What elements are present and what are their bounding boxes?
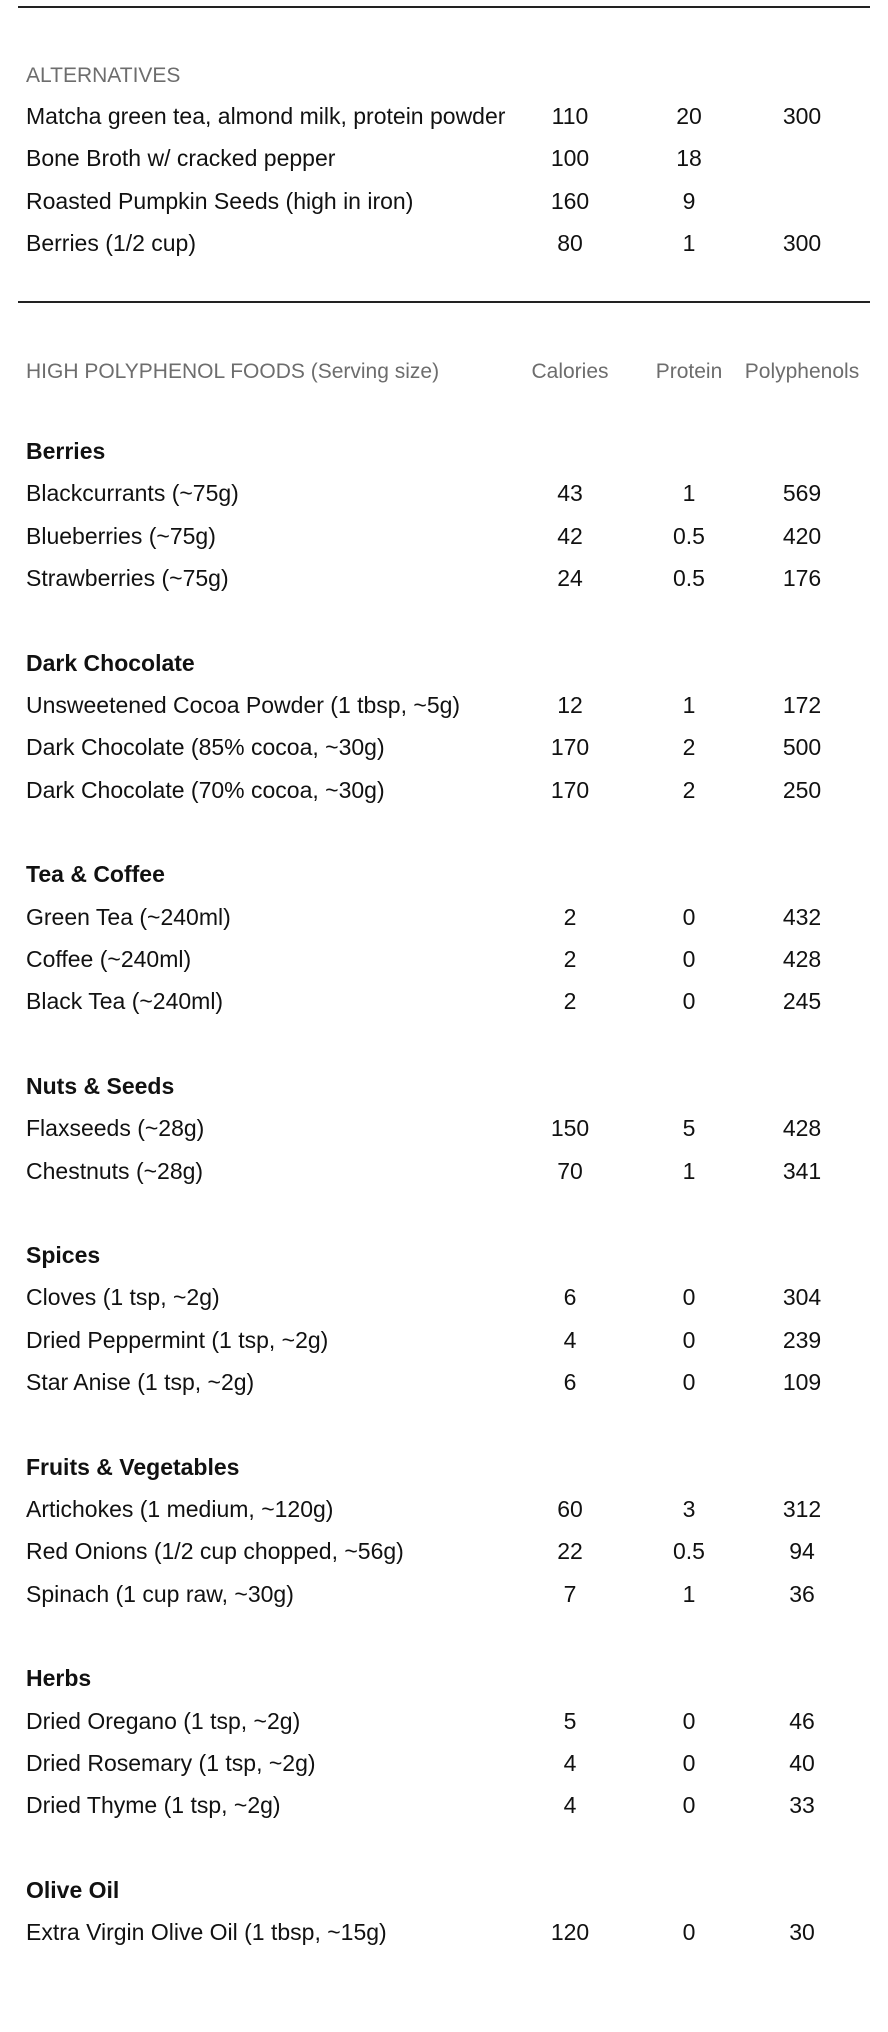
table-row <box>0 1113 888 1143</box>
calories-value: 5 <box>563 1707 577 1734</box>
food-name: Cloves (1 tsp, ~2g) <box>26 1284 220 1311</box>
group-heading: Spices <box>26 1242 101 1268</box>
food-name: Strawberries (~75g) <box>26 565 229 592</box>
protein-value: 0 <box>682 946 696 972</box>
group-heading: Dark Chocolate <box>26 649 195 676</box>
protein-value: 1 <box>682 480 696 507</box>
calories-value: 170 <box>550 776 590 803</box>
food-name: Artichokes (1 medium, ~120g) <box>26 1496 334 1522</box>
protein-value: 0 <box>682 988 696 1015</box>
polyphenols-value: 341 <box>782 1157 822 1184</box>
group-heading: Berries <box>26 438 106 464</box>
food-name: Dried Peppermint (1 tsp, ~2g) <box>26 1326 329 1353</box>
protein-value: 1 <box>682 230 696 257</box>
calories-value: 2 <box>563 903 577 930</box>
group-heading: Olive Oil <box>26 1876 120 1903</box>
group-heading-row <box>0 1071 888 1101</box>
food-name: Blueberries (~75g) <box>26 522 216 549</box>
protein-value: 18 <box>676 145 702 172</box>
food-name: Berries (1/2 cup) <box>26 230 197 257</box>
protein-value: 20 <box>676 103 702 129</box>
polyphenols-value: 304 <box>782 1284 822 1311</box>
foods-heading: HIGH POLYPHENOL FOODS (Serving size) <box>26 360 440 383</box>
protein-value: 0 <box>682 1326 696 1353</box>
food-name: Spinach (1 cup raw, ~30g) <box>26 1580 294 1607</box>
protein-value: 0.5 <box>673 565 705 592</box>
polyphenols-value: 432 <box>782 903 822 930</box>
group-heading-row <box>0 1875 888 1905</box>
table-row <box>0 1367 888 1397</box>
food-name: Dried Rosemary (1 tsp, ~2g) <box>26 1750 316 1776</box>
group-heading-row <box>0 1240 888 1270</box>
group-heading: Tea & Coffee <box>26 861 165 888</box>
calories-value: 6 <box>563 1369 577 1396</box>
protein-value: 2 <box>682 734 696 761</box>
group-heading: Nuts & Seeds <box>26 1072 175 1099</box>
table-row <box>0 1917 888 1947</box>
protein-value: 9 <box>682 187 696 214</box>
food-name: Roasted Pumpkin Seeds (high in iron) <box>26 187 414 214</box>
table-row <box>0 521 888 551</box>
polyphenols-value: 36 <box>789 1580 815 1607</box>
food-name: Black Tea (~240ml) <box>26 988 224 1015</box>
protein-value: 0.5 <box>673 1538 705 1565</box>
polyphenols-value: 428 <box>782 1115 822 1142</box>
table-row <box>0 1706 888 1736</box>
calories-value: 12 <box>557 692 583 718</box>
polyphenols-value: 500 <box>782 734 822 761</box>
table-row <box>0 775 888 805</box>
food-name: Dark Chocolate (70% cocoa, ~30g) <box>26 776 385 803</box>
table-row <box>0 944 888 974</box>
alternative-row <box>0 186 888 216</box>
calories-value: 43 <box>557 480 583 507</box>
protein-value: 1 <box>682 1157 696 1184</box>
table-row <box>0 1748 888 1778</box>
calories-value: 150 <box>550 1115 590 1142</box>
calories-value: 42 <box>557 522 583 549</box>
table-row <box>0 902 888 932</box>
polyphenols-value: 239 <box>782 1326 822 1353</box>
food-name: Coffee (~240ml) <box>26 946 192 972</box>
calories-value: 70 <box>557 1157 583 1184</box>
protein-column-header: Protein <box>655 360 723 383</box>
calories-value: 120 <box>550 1919 590 1946</box>
food-name: Star Anise (1 tsp, ~2g) <box>26 1369 255 1396</box>
food-name: Blackcurrants (~75g) <box>26 480 239 507</box>
food-name: Dark Chocolate (85% cocoa, ~30g) <box>26 734 385 761</box>
table-row <box>0 1282 888 1312</box>
alternative-row <box>0 101 888 131</box>
protein-value: 0 <box>682 903 696 930</box>
calories-value: 6 <box>563 1284 577 1311</box>
table-row <box>0 1156 888 1186</box>
calories-value: 60 <box>557 1496 583 1522</box>
alternatives-heading-row <box>0 61 888 91</box>
polyphenols-value: 245 <box>782 988 822 1015</box>
table-row <box>0 732 888 762</box>
food-name: Red Onions (1/2 cup chopped, ~56g) <box>26 1538 404 1565</box>
protein-value: 1 <box>682 1580 696 1607</box>
calories-value: 110 <box>551 103 589 129</box>
table-row <box>0 563 888 593</box>
group-heading-row <box>0 1452 888 1482</box>
calories-value: 80 <box>557 230 583 257</box>
calories-value: 24 <box>557 565 583 592</box>
calories-column-header: Calories <box>531 360 609 383</box>
alternatives-heading: ALTERNATIVES <box>26 64 181 87</box>
table-row <box>0 1325 888 1355</box>
table-row <box>0 690 888 720</box>
food-name: Flaxseeds (~28g) <box>26 1115 205 1142</box>
alternative-row <box>0 228 888 258</box>
calories-value: 2 <box>563 988 577 1015</box>
calories-value: 22 <box>557 1538 583 1565</box>
protein-value: 3 <box>682 1496 696 1522</box>
polyphenols-value: 172 <box>782 692 822 718</box>
polyphenols-value: 420 <box>782 522 822 549</box>
polyphenols-value: 40 <box>789 1750 815 1776</box>
food-name: Extra Virgin Olive Oil (1 tbsp, ~15g) <box>26 1919 387 1946</box>
food-name: Dried Thyme (1 tsp, ~2g) <box>26 1792 281 1819</box>
top-divider <box>18 6 870 8</box>
protein-value: 0 <box>682 1750 696 1776</box>
polyphenols-value: 176 <box>782 565 822 592</box>
table-row <box>0 478 888 508</box>
protein-value: 0 <box>682 1284 696 1311</box>
polyphenols-column-header: Polyphenols <box>744 360 860 383</box>
polyphenols-value: 300 <box>782 103 822 129</box>
alternative-row <box>0 143 888 173</box>
food-name: Chestnuts (~28g) <box>26 1157 204 1184</box>
polyphenols-value: 300 <box>782 230 822 257</box>
polyphenols-value: 30 <box>789 1919 815 1946</box>
foods-header-row <box>0 357 888 387</box>
protein-value: 5 <box>682 1115 696 1142</box>
protein-value: 1 <box>682 692 696 718</box>
group-heading-row <box>0 648 888 678</box>
calories-value: 170 <box>550 734 590 761</box>
table-row <box>0 986 888 1016</box>
polyphenols-value: 428 <box>782 946 822 972</box>
calories-value: 7 <box>563 1580 577 1607</box>
food-name: Dried Oregano (1 tsp, ~2g) <box>26 1707 301 1734</box>
protein-value: 0 <box>682 1792 696 1819</box>
polyphenols-value: 312 <box>782 1496 822 1522</box>
protein-value: 0 <box>682 1919 696 1946</box>
protein-value: 0.5 <box>673 522 705 549</box>
polyphenols-value: 46 <box>789 1707 815 1734</box>
polyphenols-value: 250 <box>782 776 822 803</box>
protein-value: 2 <box>682 776 696 803</box>
calories-value: 2 <box>563 946 577 972</box>
calories-value: 4 <box>563 1792 577 1819</box>
calories-value: 4 <box>563 1750 577 1776</box>
calories-value: 160 <box>550 187 590 214</box>
group-heading-row <box>0 1663 888 1693</box>
table-row <box>0 1790 888 1820</box>
polyphenols-value: 33 <box>789 1792 815 1819</box>
polyphenols-value: 94 <box>789 1538 815 1565</box>
food-name: Unsweetened Cocoa Powder (1 tbsp, ~5g) <box>26 692 461 718</box>
group-heading-row <box>0 859 888 889</box>
food-name: Bone Broth w/ cracked pepper <box>26 145 336 172</box>
calories-value: 4 <box>563 1326 577 1353</box>
group-heading: Herbs <box>26 1665 92 1692</box>
group-heading: Fruits & Vegetables <box>26 1453 240 1480</box>
food-name: Green Tea (~240ml) <box>26 903 231 930</box>
food-name: Matcha green tea, almond milk, protein powder <box>26 103 506 129</box>
polyphenols-value: 109 <box>782 1369 822 1396</box>
calories-value: 100 <box>550 145 590 172</box>
polyphenols-value: 569 <box>782 480 822 507</box>
protein-value: 0 <box>682 1707 696 1734</box>
protein-value: 0 <box>682 1369 696 1396</box>
table-row <box>0 1579 888 1609</box>
group-heading-row <box>0 436 888 466</box>
table-row <box>0 1494 888 1524</box>
table-row <box>0 1536 888 1566</box>
section-divider <box>18 301 870 303</box>
